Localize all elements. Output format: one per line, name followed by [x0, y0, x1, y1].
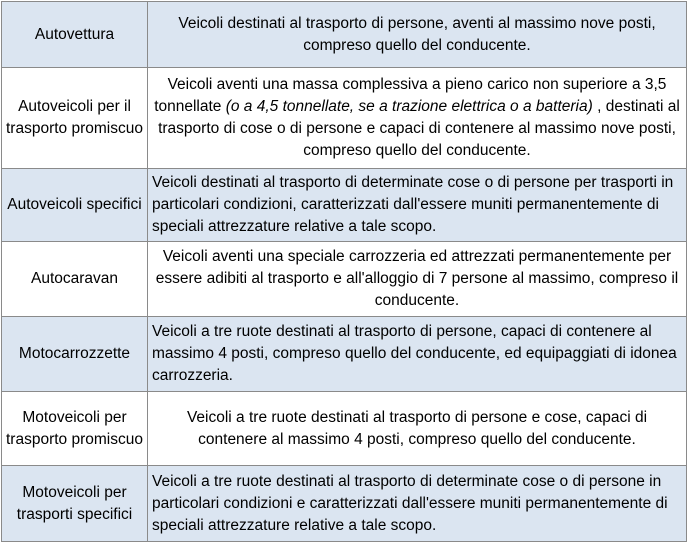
category-description: Veicoli a tre ruote destinati al trasporto di determinate cose o di persone in particolari condizioni e caratterizzati dall'essere muniti permanentemente di speciali attrezzature relative a tale scopo. — [148, 466, 687, 542]
category-description: Veicoli destinati al trasporto di determinate cose o di persone per trasporti in particolari condizioni, caratterizzati dall'essere muniti permanentemente di speciali attrezzature relative a tale scopo. — [148, 169, 687, 242]
table-row — [2, 169, 687, 242]
vehicle-categories-table — [1, 1, 687, 542]
table-row — [2, 466, 687, 542]
category-label: Motoveicoli per trasporti specifici — [2, 466, 148, 542]
table-row — [2, 242, 687, 317]
category-description — [148, 68, 687, 169]
category-description: Veicoli destinati al trasporto di persone, aventi al massimo nove posti, compreso quello del conducente. — [148, 2, 687, 68]
category-description: Veicoli a tre ruote destinati al trasporto di persone e cose, capaci di contenere al massimo 4 posti, compreso quello del conducente. — [148, 392, 687, 466]
table-row — [2, 2, 687, 68]
table-row — [2, 392, 687, 466]
category-label: Autocaravan — [2, 242, 148, 317]
category-label: Autoveicoli per il trasporto promiscuo — [2, 68, 148, 169]
category-label: Motocarrozzette — [2, 317, 148, 392]
table-row — [2, 68, 687, 169]
description-text: Veicoli aventi una massa complessiva a pieno carico non superiore a 3,5 tonnellate — [154, 76, 667, 115]
category-label: Motoveicoli per trasporto promiscuo — [2, 392, 148, 466]
description-text: , destinati al trasporto di cose o di persone e capaci di contenere al massimo nove posti, compreso quello del conducente. — [158, 98, 680, 159]
description-italic-note: (o a 4,5 tonnellate, se a trazione elettrica o a batteria) — [225, 98, 593, 115]
category-description: Veicoli aventi una speciale carrozzeria ed attrezzati permanentemente per essere adibiti al trasporto e all'alloggio di 7 persone al massimo, compreso il conducente. — [148, 242, 687, 317]
category-label: Autovettura — [2, 2, 148, 68]
category-description: Veicoli a tre ruote destinati al trasporto di persone, capaci di contenere al massimo 4 posti, compreso quello del conducente, ed equipaggiati di idonea carrozzeria. — [148, 317, 687, 392]
category-label: Autoveicoli specifici — [2, 169, 148, 242]
table-row — [2, 317, 687, 392]
